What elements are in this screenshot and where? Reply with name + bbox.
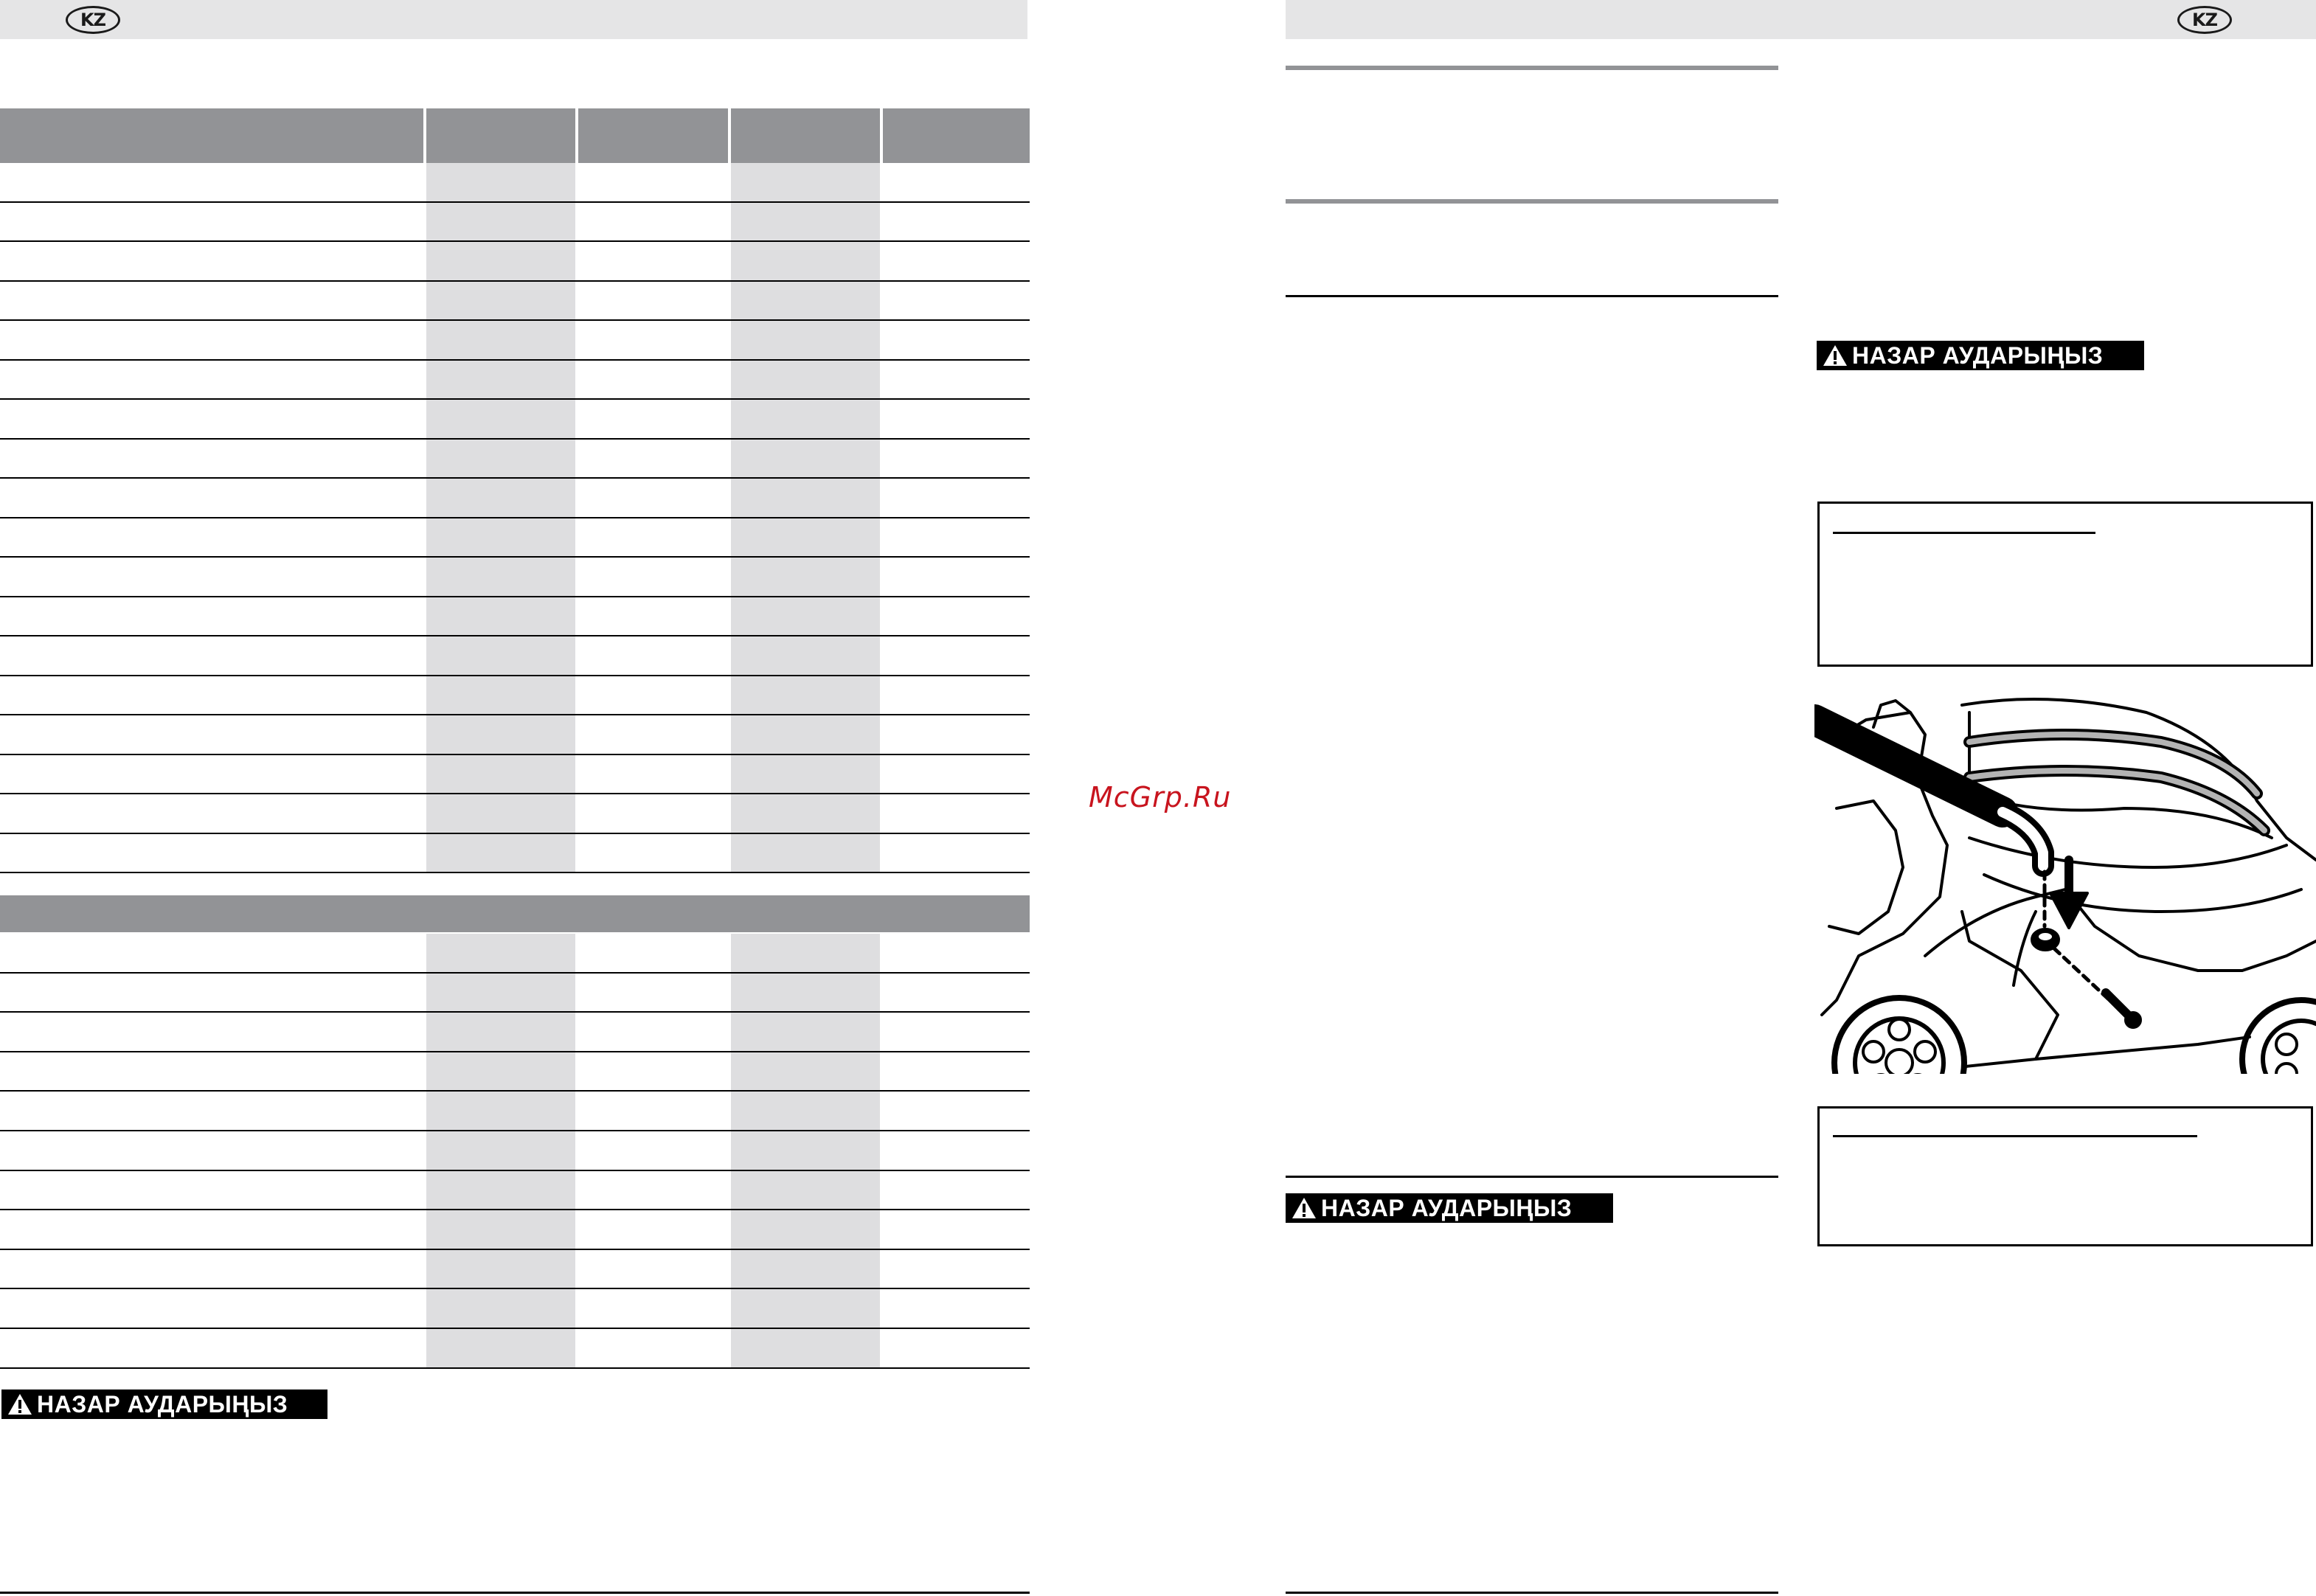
spec-table-header-cell	[883, 108, 1030, 163]
spec-table-cell	[731, 321, 881, 359]
spec-table-row	[0, 282, 1030, 322]
spec-table-cell	[426, 1329, 576, 1367]
spec-table-cell	[883, 282, 1030, 320]
spec-table-cell	[426, 321, 576, 359]
right-kz-badge: KZ	[2177, 6, 2232, 34]
spec-table-cell	[0, 1250, 423, 1288]
spec-table-header-cell	[0, 108, 423, 163]
warning-triangle-icon	[7, 1393, 32, 1415]
spec-table-cell	[0, 794, 423, 833]
spec-table-cell	[426, 163, 576, 201]
spec-table-cell	[0, 1092, 423, 1130]
spec-table-row	[0, 440, 1030, 479]
spec-table-cell	[731, 203, 881, 241]
spec-table-row	[0, 242, 1030, 282]
spec-table-cell	[426, 1171, 576, 1210]
spec-table-row	[0, 400, 1030, 440]
spec-table-cell	[0, 1210, 423, 1249]
left-bottom-rule	[0, 1592, 1030, 1594]
spec-table-cell	[731, 1171, 881, 1210]
left-header-bar	[0, 0, 1027, 39]
spec-table-cell	[0, 636, 423, 675]
spec-table-cell	[426, 242, 576, 280]
spec-table-row	[0, 1092, 1030, 1131]
spec-table-cell	[731, 934, 881, 972]
watermark-text: McGrp.Ru	[1089, 781, 1232, 813]
spec-table-cell	[883, 1329, 1030, 1367]
spec-table-row	[0, 321, 1030, 361]
spec-table-cell	[883, 321, 1030, 359]
spec-table-cell	[731, 1289, 881, 1328]
spec-table-cell	[883, 242, 1030, 280]
right-col-rule-3	[1286, 295, 1778, 297]
spec-table-row	[0, 518, 1030, 558]
spec-table-cell	[731, 676, 881, 715]
spec-table-cell	[578, 934, 728, 972]
right-col-rule-1	[1286, 66, 1778, 70]
warning-label-text: НАЗАР АУДАРЫҢЫЗ	[1321, 1194, 1573, 1221]
spec-table-cell	[426, 361, 576, 399]
spec-table-cell	[0, 1171, 423, 1210]
spec-table-cell	[578, 974, 728, 1012]
spec-table-cell	[731, 1052, 881, 1091]
right-header-bar	[1286, 0, 2316, 39]
spec-table-cell	[578, 1171, 728, 1210]
spec-table-cell	[578, 321, 728, 359]
spec-table-cell	[426, 1013, 576, 1051]
spec-table-cell	[0, 440, 423, 478]
spec-table-cell	[731, 834, 881, 872]
spec-table-row	[0, 715, 1030, 755]
spec-table-cell	[883, 479, 1030, 517]
spec-table-cell	[883, 163, 1030, 201]
spec-table-cell	[426, 794, 576, 833]
spec-table-row	[0, 794, 1030, 834]
spec-table-cell	[578, 400, 728, 438]
spec-table-row	[0, 1131, 1030, 1171]
spec-table-header-cell	[426, 108, 576, 163]
spec-table-cell	[883, 1092, 1030, 1130]
spec-table-cell	[426, 1289, 576, 1328]
spec-table-cell	[426, 676, 576, 715]
spec-table-cell	[731, 361, 881, 399]
spec-table-cell	[883, 400, 1030, 438]
spec-table-row	[0, 1210, 1030, 1250]
spec-table-cell	[883, 1250, 1030, 1288]
spec-table-cell	[883, 794, 1030, 833]
spec-table-row	[0, 1052, 1030, 1092]
spec-table-cell	[883, 934, 1030, 972]
spec-table-cell	[426, 1250, 576, 1288]
spec-table-cell	[0, 597, 423, 636]
spec-table-cell	[731, 400, 881, 438]
spec-table-row	[0, 203, 1030, 243]
note-box-2	[1817, 1106, 2313, 1246]
spec-table-row	[0, 163, 1030, 203]
spec-table-cell	[0, 361, 423, 399]
spec-table-cell	[0, 321, 423, 359]
spec-table-row	[0, 558, 1030, 597]
spec-table-cell	[883, 676, 1030, 715]
spec-table-cell	[731, 282, 881, 320]
spec-table-cell	[0, 1131, 423, 1170]
spec-table-cell	[578, 361, 728, 399]
spec-table-cell	[731, 163, 881, 201]
spec-table-row	[0, 597, 1030, 637]
spec-table-row	[0, 1250, 1030, 1290]
warning-label-left	[1, 1389, 327, 1419]
spec-table-cell	[578, 1210, 728, 1249]
note-box-rule	[1833, 532, 2095, 534]
spec-table-cell	[578, 163, 728, 201]
spec-table-cell	[731, 1131, 881, 1170]
spec-table-cell	[0, 400, 423, 438]
spec-table-cell	[883, 1210, 1030, 1249]
spec-table-cell	[578, 203, 728, 241]
spec-table-cell	[0, 676, 423, 715]
spec-table-cell	[426, 834, 576, 872]
spec-table-cell	[578, 1289, 728, 1328]
spec-table-cell	[578, 1052, 728, 1091]
spec-table-cell	[731, 518, 881, 557]
spec-table-cell	[0, 479, 423, 517]
spec-table-cell	[578, 1092, 728, 1130]
spec-table-cell	[0, 242, 423, 280]
spec-table-cell	[426, 1131, 576, 1170]
spec-table-row	[0, 1013, 1030, 1052]
spec-table-cell	[731, 1210, 881, 1249]
spec-table-cell	[883, 1013, 1030, 1051]
spec-table-row	[0, 1171, 1030, 1211]
spec-table-cell	[0, 203, 423, 241]
lawnmower-illustration	[1814, 690, 2316, 1074]
spec-table-cell	[0, 934, 423, 972]
spec-table-section-bar	[0, 895, 1030, 932]
spec-table-cell	[883, 1171, 1030, 1210]
spec-table-cell	[578, 1250, 728, 1288]
spec-table-cell	[0, 834, 423, 872]
right-col-rule-2	[1286, 199, 1778, 204]
spec-table-cell	[426, 282, 576, 320]
spec-table-cell	[578, 242, 728, 280]
spec-table-cell	[578, 1131, 728, 1170]
warning-triangle-icon	[1823, 344, 1848, 367]
spec-table-cell	[883, 518, 1030, 557]
spec-table-cell	[578, 479, 728, 517]
spec-table-cell	[883, 1131, 1030, 1170]
spec-table-cell	[426, 715, 576, 754]
spec-table-cell	[0, 1289, 423, 1328]
right-col-rule-4	[1286, 1176, 1778, 1178]
spec-table-cell	[731, 597, 881, 636]
spec-table-cell	[731, 1092, 881, 1130]
spec-table-cell	[426, 1092, 576, 1130]
note-box-rule	[1833, 1135, 2197, 1137]
spec-table-cell	[426, 400, 576, 438]
spec-table-cell	[883, 1052, 1030, 1091]
spec-table-cell	[883, 974, 1030, 1012]
spec-table-cell	[426, 597, 576, 636]
spec-table-cell	[578, 755, 728, 794]
spec-table-row	[0, 1329, 1030, 1369]
spec-table-cell	[426, 203, 576, 241]
spec-table-cell	[578, 1013, 728, 1051]
spec-table-cell	[731, 755, 881, 794]
spec-table-cell	[883, 440, 1030, 478]
note-box-1	[1817, 502, 2313, 667]
spec-table-cell	[0, 715, 423, 754]
spec-table-cell	[426, 755, 576, 794]
spec-table-cell	[426, 1052, 576, 1091]
spec-table-row	[0, 974, 1030, 1013]
left-kz-badge: KZ	[66, 6, 120, 34]
spec-table-cell	[731, 558, 881, 596]
spec-table-cell	[578, 794, 728, 833]
spec-table-cell	[731, 715, 881, 754]
spec-table-cell	[883, 203, 1030, 241]
spec-table-row	[0, 1289, 1030, 1329]
spec-table-cell	[578, 440, 728, 478]
spec-table-cell	[731, 1013, 881, 1051]
spec-table-cell	[883, 715, 1030, 754]
spec-table-cell	[578, 636, 728, 675]
spec-table-cell	[883, 597, 1030, 636]
spec-table-header-cell	[578, 108, 728, 163]
warning-triangle-icon	[1292, 1197, 1317, 1219]
spec-table-row	[0, 479, 1030, 518]
spec-table-cell	[731, 479, 881, 517]
spec-table-row	[0, 755, 1030, 795]
spec-table-cell	[0, 282, 423, 320]
spec-table-cell	[0, 1329, 423, 1367]
spec-table-cell	[426, 479, 576, 517]
spec-table-row	[0, 676, 1030, 716]
right-col-bottom-rule	[1286, 1592, 1778, 1594]
spec-table-cell	[0, 1052, 423, 1091]
spec-table-cell	[578, 676, 728, 715]
spec-table-cell	[578, 1329, 728, 1367]
spec-table-cell	[883, 558, 1030, 596]
spec-table-row	[0, 636, 1030, 676]
spec-table-cell	[578, 715, 728, 754]
spec-table-cell	[578, 597, 728, 636]
spec-table-cell	[578, 558, 728, 596]
spec-table-cell	[578, 518, 728, 557]
spec-table-cell	[0, 1013, 423, 1051]
spec-table-cell	[0, 558, 423, 596]
spec-table-cell	[426, 934, 576, 972]
spec-table-cell	[426, 974, 576, 1012]
spec-table-cell	[0, 974, 423, 1012]
spec-table-row	[0, 934, 1030, 974]
spec-table-cell	[578, 834, 728, 872]
spec-table-header-cell	[731, 108, 881, 163]
warning-label-center	[1286, 1193, 1613, 1223]
spec-table-cell	[731, 1329, 881, 1367]
spec-table-cell	[426, 1210, 576, 1249]
spec-table-row	[0, 834, 1030, 874]
spec-table-cell	[731, 974, 881, 1012]
spec-table-cell	[883, 636, 1030, 675]
spec-table-cell	[731, 1250, 881, 1288]
spec-table-cell	[883, 834, 1030, 872]
spec-table-cell	[0, 755, 423, 794]
spec-table-cell	[731, 440, 881, 478]
spec-table-cell	[731, 794, 881, 833]
spec-table-cell	[883, 361, 1030, 399]
spec-table-header	[0, 108, 1030, 163]
spec-table-cell	[426, 558, 576, 596]
spec-table-cell	[426, 440, 576, 478]
warning-label-right	[1817, 341, 2144, 370]
spec-table-cell	[731, 636, 881, 675]
spec-table-cell	[426, 518, 576, 557]
spec-table-cell	[883, 1289, 1030, 1328]
warning-label-text: НАЗАР АУДАРЫҢЫЗ	[1852, 341, 2104, 369]
spec-table-cell	[883, 755, 1030, 794]
spec-table-cell	[426, 636, 576, 675]
spec-table-cell	[731, 242, 881, 280]
warning-label-text: НАЗАР АУДАРЫҢЫЗ	[37, 1390, 288, 1418]
spec-table-cell	[578, 282, 728, 320]
spec-table-cell	[0, 163, 423, 201]
spec-table-row	[0, 361, 1030, 400]
spec-table-cell	[0, 518, 423, 557]
